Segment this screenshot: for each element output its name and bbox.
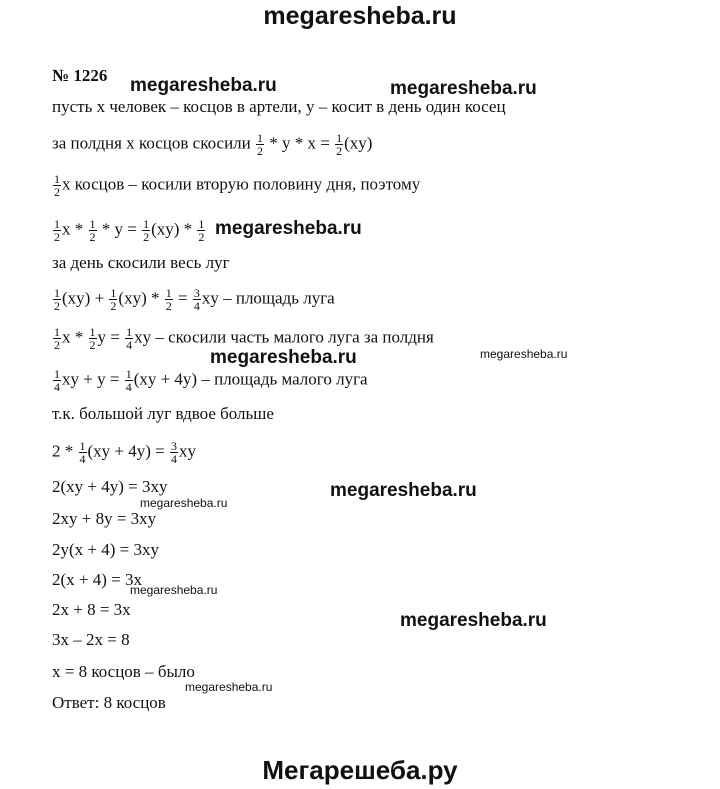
site-footer[interactable]: Мегарешеба.ру — [262, 755, 458, 785]
fraction: $\frac{1}{4}$ — [79, 439, 86, 466]
solution-line-15: 2x + 8 = 3x — [52, 600, 131, 619]
answer-line: Ответ: 8 косцов — [52, 693, 166, 712]
solution-line-8: $\frac{1}{4}$ xy + y = $\frac{1}{4}$ (xy + 4y) – площадь малого луга — [54, 367, 368, 394]
solution-line-10: 2 * $\frac{1}{4}$ (xy + 4y) = $\frac{3}{4}$ xy — [52, 439, 196, 466]
solution-line-11: 2(xy + 4y) = 3xy — [52, 477, 168, 496]
fraction: $\frac{1}{2}$ — [198, 217, 205, 244]
solution-line-3: $\frac{1}{2}$ x косцов – косили вторую половину дня, поэтому — [54, 172, 421, 199]
fraction: $\frac{1}{2}$ — [89, 217, 96, 244]
solution-line-9: т.к. большой луг вдвое больше — [52, 404, 274, 423]
problem-number: № 1226 — [52, 66, 108, 85]
fraction: $\frac{1}{2}$ — [110, 286, 117, 313]
watermark: megaresheba.ru — [140, 496, 228, 510]
solution-line-6: $\frac{1}{2}$ (xy) + $\frac{1}{2}$ (xy) * $\frac{1}{2}$ = $\frac{3}{4}$ xy – площадь луга — [54, 286, 335, 313]
solution-line-12: 2xy + 8y = 3xy — [52, 509, 157, 528]
fraction: $\frac{3}{4}$ — [193, 286, 200, 313]
fraction: $\frac{1}{4}$ — [125, 367, 132, 394]
watermark: megaresheba.ru — [390, 78, 537, 99]
fraction: $\frac{1}{2}$ — [54, 325, 60, 352]
watermark: megaresheba.ru — [215, 218, 362, 239]
solution-line-16: 3x – 2x = 8 — [52, 630, 130, 649]
watermark: megaresheba.ru — [400, 610, 547, 631]
fraction: $\frac{1}{2}$ — [89, 325, 96, 352]
site-header[interactable]: megaresheba.ru — [263, 2, 457, 30]
solution-line-7: $\frac{1}{2}$ x * $\frac{1}{2}$ y = $\frac{1}{4}$ xy – скосили часть малого луга за полдня — [54, 325, 434, 352]
solution-line-4: $\frac{1}{2}$ x * $\frac{1}{2}$ * y = $\frac{1}{2}$ (xy) * $\frac{1}{2}$ — [54, 217, 205, 244]
fraction: $\frac{1}{2}$ — [143, 217, 150, 244]
watermark: megaresheba.ru — [130, 75, 277, 96]
watermark: megaresheba.ru — [330, 480, 477, 501]
solution-line-2: за полдня x косцов скосили $\frac{1}{2}$ * y * x = $\frac{1}{2}$ (xy) — [52, 131, 373, 158]
fraction: $\frac{1}{4}$ — [126, 325, 133, 352]
fraction: $\frac{1}{2}$ — [54, 286, 60, 313]
fraction: $\frac{1}{2}$ — [54, 172, 60, 199]
watermark: megaresheba.ru — [130, 583, 218, 597]
fraction: $\frac{3}{4}$ — [171, 439, 177, 466]
fraction: $\frac{1}{2}$ — [257, 131, 264, 158]
watermark: megaresheba.ru — [480, 347, 568, 361]
fraction: $\frac{1}{2}$ — [54, 217, 60, 244]
fraction: $\frac{1}{2}$ — [336, 131, 343, 158]
solution-line-1: пусть x человек – косцов в артели, y – косит в день один косец — [52, 97, 506, 116]
watermark: megaresheba.ru — [210, 347, 357, 368]
solution-line-5: за день скосили весь луг — [52, 253, 230, 272]
fraction: $\frac{1}{4}$ — [54, 367, 60, 394]
watermark: megaresheba.ru — [185, 680, 273, 694]
fraction: $\frac{1}{2}$ — [165, 286, 172, 313]
solution-line-17: x = 8 косцов – было — [52, 662, 195, 681]
solution-line-13: 2y(x + 4) = 3xy — [52, 540, 159, 559]
solution-line-14: 2(x + 4) = 3x — [52, 570, 142, 589]
